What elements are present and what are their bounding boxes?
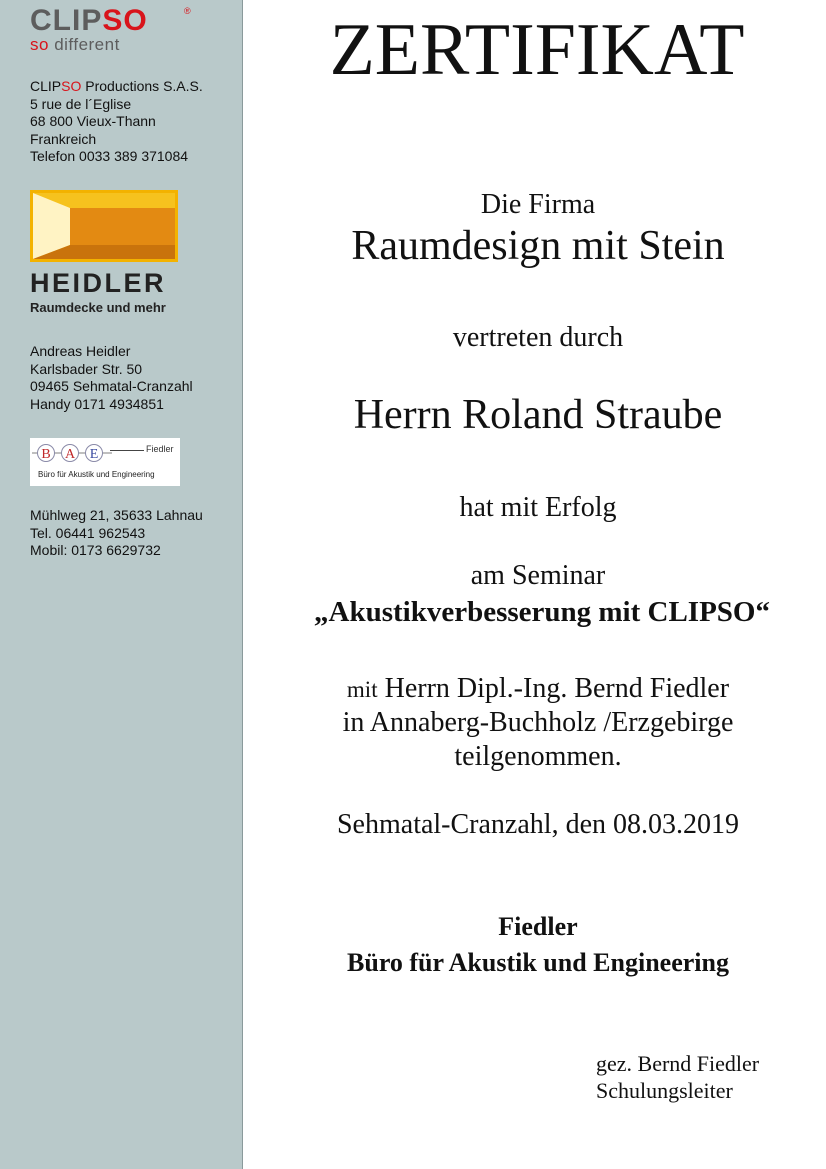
issuer-full-name: Büro für Akustik und Engineering — [347, 948, 729, 977]
participated-text: teilgenommen. — [454, 741, 622, 772]
location-text: in Annaberg-Buchholz /Erzgebirge — [342, 707, 734, 738]
instructor-prefix: mit — [346, 677, 378, 702]
success-text: hat mit Erfolg — [459, 492, 617, 523]
address-line: 68 800 Vieux-Thann — [30, 113, 156, 129]
seminar-label: am Seminar — [470, 560, 606, 591]
heidler-logo-graphic — [30, 190, 178, 262]
bae-logo-name: Fiedler — [146, 444, 174, 454]
clipso-logo-part1: CLIP — [30, 4, 103, 37]
bae-letter-e: E — [89, 447, 99, 462]
address-line: 09465 Sehmatal-Cranzahl — [30, 378, 193, 394]
signature-line: gez. Bernd Fiedler — [596, 1051, 760, 1076]
heidler-logo-name: HEIDLER — [30, 268, 167, 298]
signer-role: Schulungsleiter — [596, 1078, 733, 1103]
bae-address — [30, 507, 203, 560]
sidebar — [0, 0, 243, 1169]
seminar-name: „Akustikverbesserung mit CLIPSO“ — [314, 596, 770, 628]
intro-text: Die Firma — [480, 189, 596, 220]
clipso-tagline-part1: so — [30, 35, 49, 54]
bae-letter-b: B — [41, 447, 51, 462]
address-line: 5 rue de l´Eglise — [30, 95, 132, 112]
issuer-name: Fiedler — [498, 912, 578, 941]
bae-letter-a: A — [64, 447, 76, 462]
bae-logo-line — [110, 450, 144, 451]
clipso-logo-part2: SO — [102, 4, 148, 37]
instructor-line — [250, 672, 826, 707]
bae-letters-graphic — [32, 442, 112, 464]
address-line: Frankreich — [30, 130, 97, 147]
company-name: Raumdesign mit Stein — [351, 223, 725, 269]
instructor-name: Herrn Dipl.-Ing. Bernd Fiedler — [377, 673, 730, 704]
phone-line: Handy 0171 4934851 — [30, 395, 164, 412]
phone-line: Tel. 06441 962543 — [30, 524, 146, 541]
clipso-logo — [30, 6, 190, 56]
certificate-title: ZERTIFIKAT — [329, 9, 745, 91]
registered-mark: ® — [184, 6, 191, 16]
represented-by-text: vertreten durch — [452, 322, 624, 353]
phone-line: Mobil: 0173 6629732 — [30, 542, 161, 558]
address-line: Mühlweg 21, 35633 Lahnau — [30, 507, 203, 523]
heidler-logo-tagline: Raumdecke und mehr — [30, 300, 166, 315]
clipso-address — [30, 78, 203, 166]
address-line: Andreas Heidler — [30, 343, 131, 359]
clipso-tagline-part2: different — [48, 35, 120, 54]
clipso-company-line: CLIPSO Productions S.A.S. — [30, 78, 203, 94]
heidler-address — [30, 343, 193, 413]
phone-line: Telefon 0033 389 371084 — [30, 148, 189, 164]
person-name: Herrn Roland Straube — [353, 392, 723, 438]
bae-logo — [30, 438, 180, 486]
bae-logo-subtitle: Büro für Akustik und Engineering — [38, 470, 155, 479]
address-line: Karlsbader Str. 50 — [30, 360, 143, 377]
place-date: Sehmatal-Cranzahl, den 08.03.2019 — [336, 809, 739, 840]
